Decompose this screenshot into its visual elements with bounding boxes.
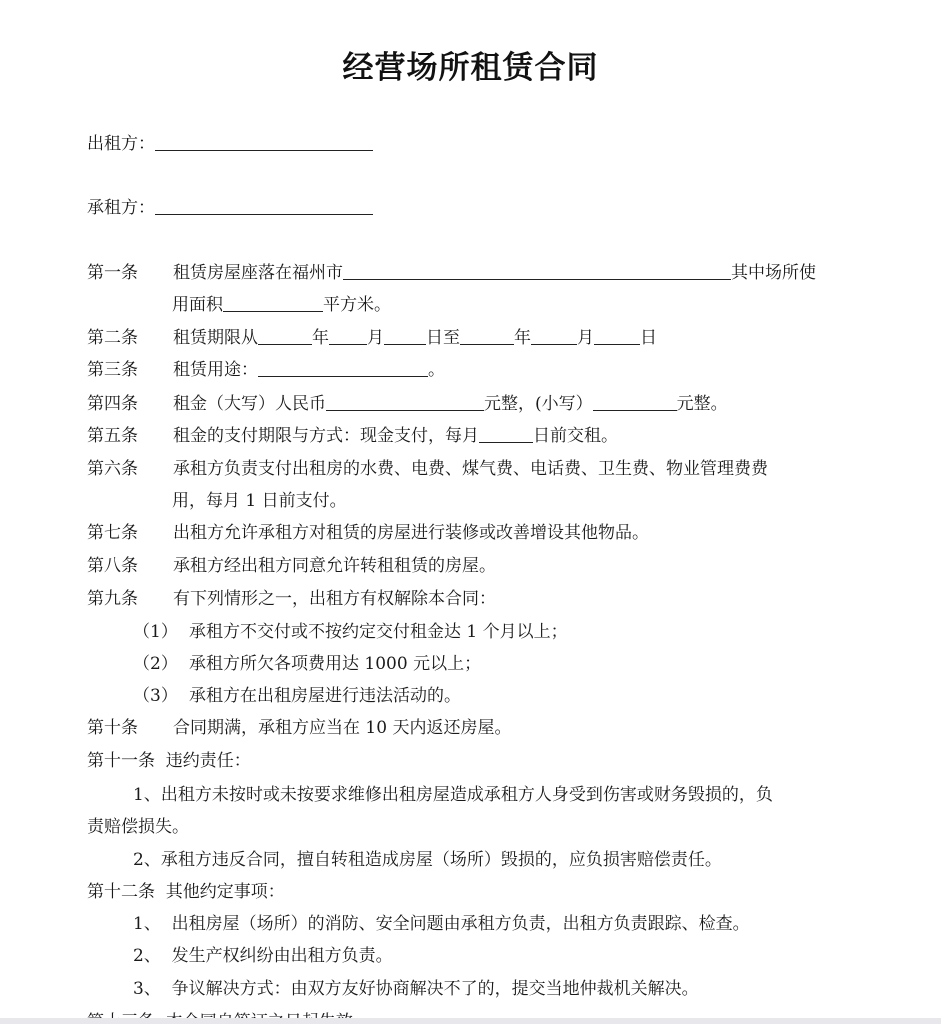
article-12-item (133, 944, 393, 968)
item-text: 1、 出租房屋（场所）的消防、安全问题由承租方负责，出租方负责跟踪、检查。 (133, 914, 750, 934)
lessor-blank[interactable] (155, 132, 373, 151)
article-text: 其中场所使 (731, 263, 816, 283)
item-text: 承租方不交付或不按约定交付租金达 1 个月以上； (189, 622, 568, 642)
purpose-blank[interactable] (258, 358, 428, 377)
article-text: 日前交租。 (533, 426, 618, 446)
article-1-line-2 (172, 293, 391, 317)
article-heading: 第十一条 违约责任： (87, 751, 251, 771)
article-text: 出租方允许承租方对租赁的房屋进行装修或改善增设其他物品。 (173, 523, 649, 543)
paragraph-text: 责赔偿损失。 (87, 817, 189, 837)
start-year-blank[interactable] (258, 326, 312, 345)
article-8 (87, 554, 496, 578)
article-number: 第六条 (87, 459, 138, 479)
end-day-blank[interactable] (594, 326, 640, 345)
article-text: 租赁期限从 (173, 328, 258, 348)
article-text: 有下列情形之一，出租方有权解除本合同： (173, 589, 496, 609)
start-day-blank[interactable] (384, 326, 426, 345)
end-year-blank[interactable] (460, 326, 514, 345)
article-text: 租赁房屋座落在福州市 (173, 263, 343, 283)
area-blank[interactable] (223, 293, 323, 312)
item-text: 承租方在出租房屋进行违法活动的。 (189, 686, 461, 706)
item-text: 2、 发生产权纠纷由出租方负责。 (133, 946, 393, 966)
item-number: （2） (133, 654, 178, 674)
article-6 (87, 457, 768, 481)
lessor-line (87, 132, 373, 156)
article-number: 第八条 (87, 556, 138, 576)
article-text: 日 (640, 328, 657, 348)
item-text: 承租方所欠各项费用达 1000 元以上； (189, 654, 482, 674)
viewer-bottom-edge (0, 1018, 941, 1024)
article-text: 元整。 (676, 394, 728, 414)
rent-uppercase-blank[interactable] (326, 392, 484, 411)
article-text: 月 (367, 328, 384, 348)
article-3 (87, 358, 445, 382)
item-text: 3、 争议解决方式：由双方友好协商解决不了的，提交当地仲裁机关解决。 (133, 979, 699, 999)
article-text: 平方米。 (323, 295, 391, 315)
start-month-blank[interactable] (329, 326, 367, 345)
article-12-item (133, 912, 750, 936)
article-number: 第三条 (87, 360, 138, 380)
article-number: 第九条 (87, 589, 138, 609)
item-number: （3） (133, 686, 178, 706)
article-9-item (133, 684, 461, 708)
article-text: 用面积 (172, 295, 223, 315)
article-9-item (133, 652, 481, 676)
lessee-label: 承租方： (87, 198, 155, 218)
article-12-heading (87, 880, 285, 904)
article-text: 租金（大写）人民币 (173, 394, 326, 414)
article-text: 用，每月 1 日前支付。 (172, 491, 347, 511)
article-1 (87, 261, 816, 285)
article-7 (87, 521, 649, 545)
article-9 (87, 587, 496, 611)
lessor-label: 出租方： (87, 134, 155, 154)
article-text: 承租方经出租方同意允许转租租赁的房屋。 (173, 556, 496, 576)
document-title: 经营场所租赁合同 (342, 50, 599, 86)
payment-day-blank[interactable] (479, 424, 533, 443)
article-text: 元整，(小写） (484, 394, 593, 414)
article-12-item (133, 977, 699, 1001)
article-text: 年 (312, 328, 329, 348)
article-number: 第一条 (87, 263, 138, 283)
article-11-p1-line-2 (87, 815, 189, 839)
article-text: 租金的支付期限与方式：现金支付，每月 (173, 426, 479, 446)
article-4 (87, 392, 728, 416)
article-10 (87, 716, 511, 740)
article-text: 承租方负责支付出租房的水费、电费、煤气费、电话费、卫生费、物业管理费费 (173, 459, 768, 479)
lessee-line (87, 196, 373, 220)
article-text: 租赁用途： (173, 360, 258, 380)
article-11-p1 (133, 783, 773, 807)
article-11-heading (87, 749, 251, 773)
article-text: 。 (428, 360, 445, 380)
article-11-p2 (133, 848, 722, 872)
article-6-line-2 (172, 489, 347, 513)
paragraph-text: 1、出租方未按时或未按要求维修出租房屋造成承租方人身受到伤害或财务毁损的，负 (133, 785, 773, 805)
article-number: 第七条 (87, 523, 138, 543)
article-text: 日至 (426, 328, 460, 348)
article-number: 第十条 (87, 718, 138, 738)
article-heading: 第十二条 其他约定事项： (87, 882, 285, 902)
article-text: 合同期满，承租方应当在 10 天内返还房屋。 (173, 718, 512, 738)
rent-lowercase-blank[interactable] (593, 392, 677, 411)
article-number: 第二条 (87, 328, 138, 348)
article-number: 第四条 (87, 394, 138, 414)
article-text: 年 (514, 328, 531, 348)
article-2 (87, 326, 657, 350)
paragraph-text: 2、承租方违反合同，擅自转租造成房屋（场所）毁损的，应负损害赔偿责任。 (133, 850, 722, 870)
location-blank[interactable] (343, 261, 731, 280)
article-5 (87, 424, 618, 448)
end-month-blank[interactable] (531, 326, 577, 345)
item-number: （1） (133, 622, 178, 642)
article-9-item (133, 620, 568, 644)
lessee-blank[interactable] (155, 196, 373, 215)
article-text: 月 (577, 328, 594, 348)
article-number: 第五条 (87, 426, 138, 446)
